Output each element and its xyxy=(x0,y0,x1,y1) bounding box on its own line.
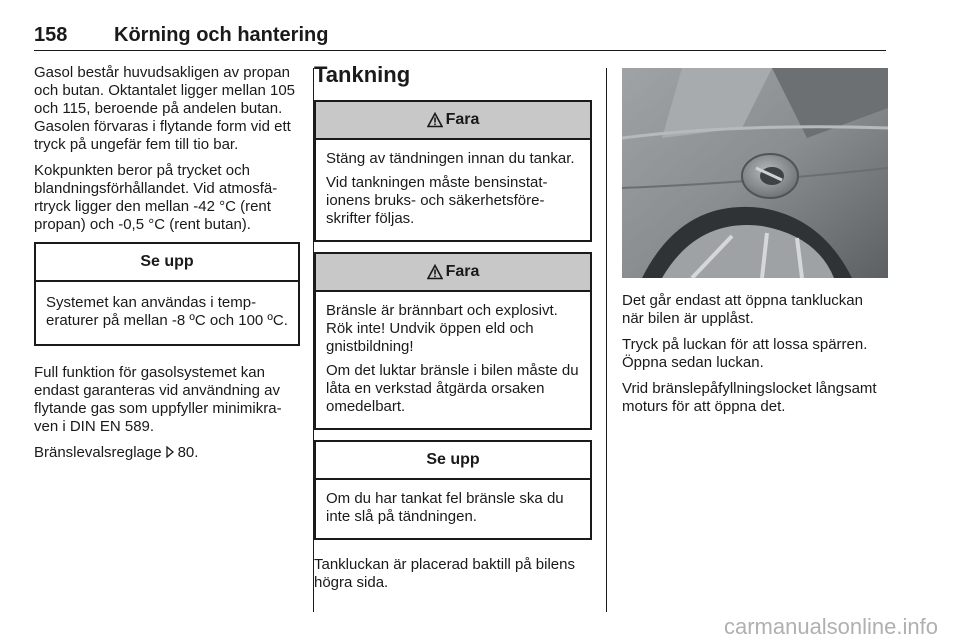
car-rear-illustration xyxy=(622,68,888,278)
danger-title-2: Fara xyxy=(445,263,480,280)
danger-text-1b: Vid tankningen måste bensinstationens bruks- och säkerhetsföreskrifter följas. xyxy=(326,174,548,227)
danger-text-1a: Stäng av tändningen innan du tankar. xyxy=(326,150,575,167)
page-header xyxy=(34,24,886,50)
section-title: Tankning xyxy=(314,62,411,87)
page-reference-icon xyxy=(165,446,175,458)
column-1 xyxy=(34,64,300,470)
caution-box xyxy=(34,242,300,346)
paragraph-turn-cap: Vrid bränslepåfyllningslocket långsamt moturs för att öppna det. xyxy=(622,380,877,415)
warning-triangle-icon xyxy=(427,264,443,280)
fuel-door-photo xyxy=(622,68,888,278)
danger-title-1: Fara xyxy=(445,111,480,128)
cross-reference xyxy=(34,444,300,462)
danger-text-2a: Bränsle är brännbart och explosivt. Rök inte! Undvik öppen eld och gnistbildning! xyxy=(326,302,558,355)
warning-triangle-icon xyxy=(427,112,443,128)
danger-box-1 xyxy=(314,100,592,242)
column-divider-2 xyxy=(606,68,607,612)
watermark: carmanualsonline.info xyxy=(723,614,938,639)
chapter-title: Körning och hantering xyxy=(114,24,329,46)
paragraph-fuel-door-location: Tankluckan är placerad baktill på bilens högra sida. xyxy=(314,556,575,591)
column-3 xyxy=(622,68,888,424)
paragraph-unlock: Det går endast att öppna tankluckan när bilen är upplåst. xyxy=(622,292,863,327)
caution-title-2: Se upp xyxy=(316,442,590,480)
caution-text: Systemet kan användas i temperaturer på mellan -8 ºC och 100 ºC. xyxy=(46,294,288,329)
xref-page[interactable]: 80. xyxy=(177,444,199,461)
danger-text-2b: Om det luktar bränsle i bilen måste du låta en verkstad åtgärda orsaken omedelbart. xyxy=(326,362,579,415)
paragraph-boiling-point: Kokpunkten beror på trycket och blandningsförhållandet. Vid atmosfärtryck ligger den mellan -42 °C (rent propan) och -0,5 °C (rent butan). xyxy=(34,162,278,233)
header-rule xyxy=(34,50,886,51)
paragraph-press-door: Tryck på luckan för att lossa spärren. Öppna sedan luckan. xyxy=(622,336,868,371)
column-2 xyxy=(314,62,592,600)
caution-box-2 xyxy=(314,440,592,540)
caution-text-2: Om du har tankat fel bränsle ska du inte slå på tändningen. xyxy=(326,490,564,525)
paragraph-full-function: Full funktion för gasolsystemet kan endast garanteras vid användning av flytande gas som uppfyller minimikraven i DIN EN 589. xyxy=(34,364,282,435)
page-number: 158 xyxy=(34,24,68,46)
caution-title: Se upp xyxy=(36,244,298,282)
danger-box-2 xyxy=(314,252,592,430)
xref-text: Bränslevalsreglage xyxy=(34,444,162,461)
paragraph-lpg-composition: Gasol består huvudsakligen av propan och butan. Oktantalet ligger mellan 105 och 115, beroende på andelen butan. Gasolen förvaras i flytande form vid ett tryck på ungefär fem till tio bar. xyxy=(34,64,295,153)
